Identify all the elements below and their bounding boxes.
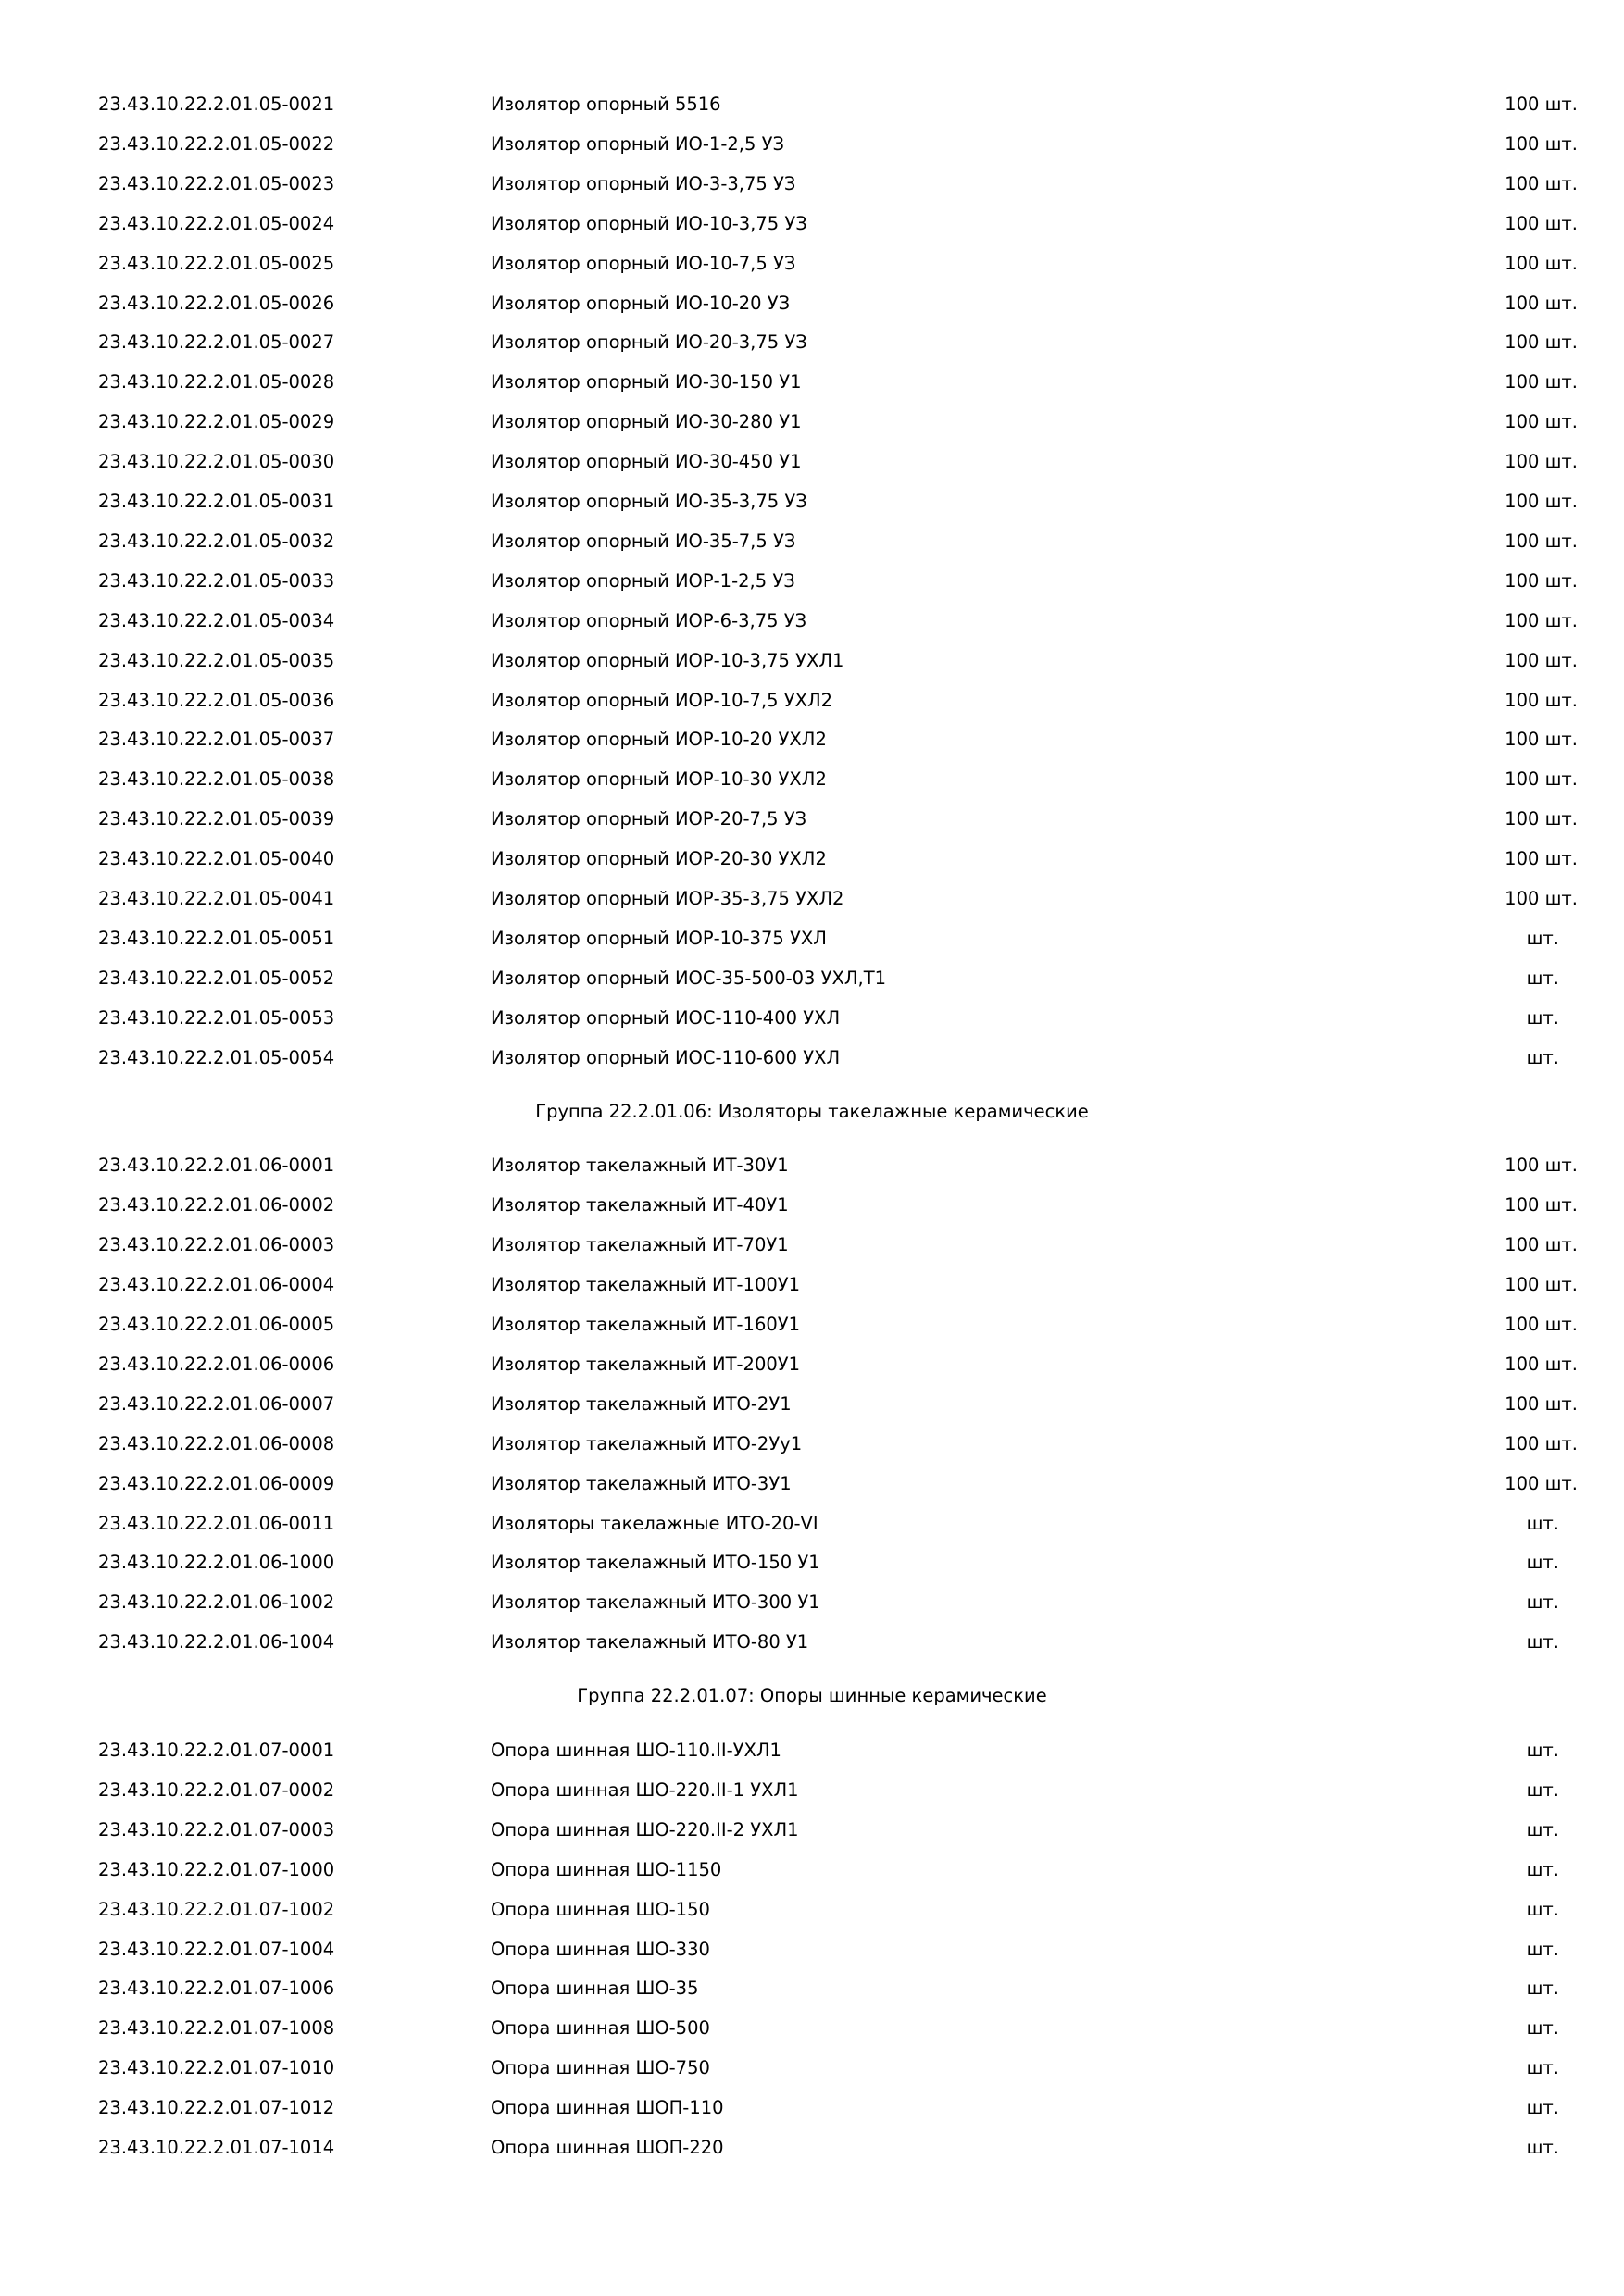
item-code: 23.43.10.22.2.01.07-0003 — [98, 1818, 335, 1841]
item-code: 23.43.10.22.2.01.07-1014 — [98, 2137, 335, 2158]
item-name: Изоляторы такелажные ИТО-20-VI — [491, 1512, 818, 1534]
item-name: Опора шинная ШО-330 — [491, 1938, 710, 1960]
item-name: Изолятор такелажный ИТО-300 У1 — [491, 1591, 820, 1614]
item-name: Опора шинная ШО-1150 — [491, 1858, 722, 1880]
item-unit: шт. — [1526, 2137, 1559, 2158]
item-unit: 100 шт. — [1505, 848, 1578, 870]
item-code: 23.43.10.22.2.01.06-0005 — [98, 1314, 335, 1335]
table-row — [0, 488, 1624, 516]
item-unit: шт. — [1526, 1938, 1559, 1960]
item-code: 23.43.10.22.2.01.07-0002 — [98, 1778, 335, 1801]
item-name: Опора шинная ШОП-220 — [491, 2137, 724, 2158]
item-unit: шт. — [1526, 1740, 1559, 1761]
item-code: 23.43.10.22.2.01.05-0054 — [98, 1046, 335, 1068]
item-unit: 100 шт. — [1505, 252, 1578, 274]
item-code: 23.43.10.22.2.01.05-0025 — [98, 252, 335, 274]
item-code: 23.43.10.22.2.01.05-0030 — [98, 451, 335, 473]
item-name: Изолятор такелажный ИТО-2У1 — [491, 1392, 792, 1415]
item-code: 23.43.10.22.2.01.05-0031 — [98, 491, 335, 512]
item-code: 23.43.10.22.2.01.07-1000 — [98, 1858, 335, 1880]
item-unit: 100 шт. — [1505, 212, 1578, 234]
table-row — [0, 607, 1624, 635]
item-unit: 100 шт. — [1505, 729, 1578, 751]
item-unit: шт. — [1526, 1778, 1559, 1801]
item-name: Опора шинная ШО-220.II-1 УХЛ1 — [491, 1778, 799, 1801]
item-name: Изолятор такелажный ИТ-160У1 — [491, 1314, 801, 1335]
item-name: Изолятор опорный ИО-20-3,75 УЗ — [491, 331, 807, 354]
item-name: Изолятор такелажный ИТ-200У1 — [491, 1353, 801, 1375]
table-row — [0, 805, 1624, 833]
item-name: Изолятор опорный ИОР-6-3,75 УЗ — [491, 609, 807, 631]
table-row — [0, 1470, 1624, 1498]
item-code: 23.43.10.22.2.01.06-0001 — [98, 1154, 335, 1177]
item-unit: шт. — [1526, 2097, 1559, 2119]
item-name: Изолятор опорный ИОС-35-500-03 УХЛ,Т1 — [491, 967, 887, 989]
item-code: 23.43.10.22.2.01.05-0052 — [98, 967, 335, 989]
item-code: 23.43.10.22.2.01.05-0040 — [98, 848, 335, 870]
item-name: Изолятор опорный ИОР-35-3,75 УХЛ2 — [491, 888, 844, 909]
item-name: Изолятор такелажный ИТО-3У1 — [491, 1472, 792, 1494]
item-unit: шт. — [1526, 1631, 1559, 1653]
item-code: 23.43.10.22.2.01.06-0007 — [98, 1392, 335, 1415]
table-row — [0, 170, 1624, 198]
item-code: 23.43.10.22.2.01.05-0029 — [98, 411, 335, 433]
table-row — [0, 91, 1624, 119]
item-unit: 100 шт. — [1505, 808, 1578, 830]
item-name: Изолятор опорный ИОР-20-7,5 УЗ — [491, 808, 807, 830]
item-name: Изолятор опорный ИО-10-7,5 УЗ — [491, 252, 796, 274]
item-code: 23.43.10.22.2.01.05-0024 — [98, 212, 335, 234]
item-unit: шт. — [1526, 1512, 1559, 1534]
item-code: 23.43.10.22.2.01.06-0008 — [98, 1432, 335, 1454]
item-code: 23.43.10.22.2.01.07-0001 — [98, 1740, 335, 1761]
table-row — [0, 2015, 1624, 2042]
item-code: 23.43.10.22.2.01.07-1006 — [98, 1978, 335, 2000]
item-unit: шт. — [1526, 927, 1559, 949]
table-row — [0, 1816, 1624, 1844]
table-row — [0, 647, 1624, 675]
item-name: Опора шинная ШО-150 — [491, 1898, 710, 1920]
table-row — [0, 1231, 1624, 1259]
item-unit: 100 шт. — [1505, 569, 1578, 592]
table-row — [0, 1004, 1624, 1032]
item-name: Изолятор такелажный ИТ-100У1 — [491, 1274, 801, 1296]
table-row — [0, 1549, 1624, 1577]
item-name: Изолятор такелажный ИТ-40У1 — [491, 1194, 789, 1217]
item-name: Изолятор опорный ИО-30-450 У1 — [491, 451, 802, 473]
table-row — [0, 250, 1624, 278]
item-name: Изолятор опорный ИО-35-3,75 УЗ — [491, 491, 807, 512]
item-code: 23.43.10.22.2.01.05-0028 — [98, 371, 335, 393]
table-row — [0, 1271, 1624, 1299]
table-row — [0, 726, 1624, 754]
item-unit: 100 шт. — [1505, 172, 1578, 194]
table-row — [0, 1896, 1624, 1924]
table-row — [0, 1777, 1624, 1804]
item-unit: 100 шт. — [1505, 491, 1578, 512]
table-row — [0, 448, 1624, 476]
item-code: 23.43.10.22.2.01.07-1004 — [98, 1938, 335, 1960]
table-row — [0, 1391, 1624, 1418]
item-name: Изолятор опорный 5516 — [491, 94, 721, 115]
table-row — [0, 1737, 1624, 1765]
table-row — [0, 766, 1624, 793]
item-unit: 100 шт. — [1505, 1274, 1578, 1296]
item-unit: 100 шт. — [1505, 689, 1578, 711]
item-unit: 100 шт. — [1505, 132, 1578, 155]
item-code: 23.43.10.22.2.01.07-1008 — [98, 2017, 335, 2040]
item-code: 23.43.10.22.2.01.06-0006 — [98, 1353, 335, 1375]
item-unit: 100 шт. — [1505, 1234, 1578, 1256]
item-code: 23.43.10.22.2.01.06-0011 — [98, 1512, 335, 1534]
item-name: Изолятор опорный ИО-35-7,5 УЗ — [491, 530, 796, 552]
item-unit: шт. — [1526, 1046, 1559, 1068]
item-code: 23.43.10.22.2.01.05-0041 — [98, 888, 335, 909]
item-unit: шт. — [1526, 1978, 1559, 2000]
table-row — [0, 329, 1624, 356]
item-name: Изолятор опорный ИО-1-2,5 УЗ — [491, 132, 784, 155]
item-name: Опора шинная ШО-750 — [491, 2057, 710, 2079]
item-unit: шт. — [1526, 1898, 1559, 1920]
item-unit: 100 шт. — [1505, 609, 1578, 631]
table-row — [0, 1856, 1624, 1884]
table-row — [0, 1351, 1624, 1379]
item-name: Изолятор такелажный ИТ-70У1 — [491, 1234, 789, 1256]
item-name: Изолятор опорный ИОС-110-600 УХЛ — [491, 1046, 841, 1068]
item-code: 23.43.10.22.2.01.05-0033 — [98, 569, 335, 592]
item-code: 23.43.10.22.2.01.05-0026 — [98, 292, 335, 314]
item-name: Изолятор опорный ИО-10-3,75 УЗ — [491, 212, 807, 234]
table-row — [0, 1430, 1624, 1458]
item-code: 23.43.10.22.2.01.05-0036 — [98, 689, 335, 711]
item-unit: 100 шт. — [1505, 331, 1578, 354]
table-row — [0, 1311, 1624, 1339]
item-name: Изолятор опорный ИОР-10-3,75 УХЛ1 — [491, 649, 844, 671]
item-code: 23.43.10.22.2.01.05-0053 — [98, 1006, 335, 1029]
item-unit: шт. — [1526, 1591, 1559, 1614]
item-code: 23.43.10.22.2.01.05-0038 — [98, 768, 335, 791]
item-unit: 100 шт. — [1505, 1353, 1578, 1375]
table-row — [0, 965, 1624, 992]
table-row — [0, 1510, 1624, 1538]
table-row — [0, 1152, 1624, 1179]
item-unit: шт. — [1526, 2057, 1559, 2079]
item-name: Изолятор опорный ИО-30-280 У1 — [491, 411, 802, 433]
table-row — [0, 2094, 1624, 2122]
item-unit: 100 шт. — [1505, 94, 1578, 115]
item-name: Изолятор опорный ИОР-10-375 УХЛ — [491, 927, 827, 949]
item-unit: шт. — [1526, 1006, 1559, 1029]
table-row — [0, 1589, 1624, 1616]
item-code: 23.43.10.22.2.01.07-1002 — [98, 1898, 335, 1920]
item-code: 23.43.10.22.2.01.06-0003 — [98, 1234, 335, 1256]
item-code: 23.43.10.22.2.01.05-0032 — [98, 530, 335, 552]
item-unit: 100 шт. — [1505, 768, 1578, 791]
item-unit: шт. — [1526, 1858, 1559, 1880]
item-name: Изолятор такелажный ИТО-2Уу1 — [491, 1432, 803, 1454]
item-name: Изолятор такелажный ИТ-30У1 — [491, 1154, 789, 1177]
item-unit: 100 шт. — [1505, 292, 1578, 314]
item-code: 23.43.10.22.2.01.06-1002 — [98, 1591, 335, 1614]
item-unit: 100 шт. — [1505, 1432, 1578, 1454]
item-unit: 100 шт. — [1505, 371, 1578, 393]
item-name: Изолятор такелажный ИТО-80 У1 — [491, 1631, 809, 1653]
item-name: Изолятор опорный ИО-3-3,75 УЗ — [491, 172, 796, 194]
table-row — [0, 885, 1624, 913]
item-code: 23.43.10.22.2.01.06-1000 — [98, 1552, 335, 1574]
item-unit: шт. — [1526, 1552, 1559, 1574]
item-name: Изолятор такелажный ИТО-150 У1 — [491, 1552, 820, 1574]
item-code: 23.43.10.22.2.01.05-0022 — [98, 132, 335, 155]
table-row — [0, 408, 1624, 436]
item-unit: 100 шт. — [1505, 530, 1578, 552]
item-unit: 100 шт. — [1505, 649, 1578, 671]
item-unit: шт. — [1526, 1818, 1559, 1841]
table-row — [0, 528, 1624, 555]
item-code: 23.43.10.22.2.01.06-0009 — [98, 1472, 335, 1494]
group-heading: Группа 22.2.01.06: Изоляторы такелажные керамические — [535, 1100, 1089, 1122]
item-code: 23.43.10.22.2.01.05-0051 — [98, 927, 335, 949]
table-row — [0, 1936, 1624, 1964]
table-row — [0, 1975, 1624, 2003]
table-row — [0, 210, 1624, 238]
item-unit: 100 шт. — [1505, 1154, 1578, 1177]
item-name: Изолятор опорный ИО-10-20 УЗ — [491, 292, 791, 314]
item-unit: 100 шт. — [1505, 1472, 1578, 1494]
table-row — [0, 687, 1624, 715]
item-name: Опора шинная ШОП-110 — [491, 2097, 724, 2119]
item-name: Изолятор опорный ИОР-10-7,5 УХЛ2 — [491, 689, 833, 711]
table-row — [0, 1044, 1624, 1072]
item-code: 23.43.10.22.2.01.07-1012 — [98, 2097, 335, 2119]
item-code: 23.43.10.22.2.01.05-0039 — [98, 808, 335, 830]
item-unit: 100 шт. — [1505, 1392, 1578, 1415]
item-code: 23.43.10.22.2.01.05-0034 — [98, 609, 335, 631]
item-unit: шт. — [1526, 2017, 1559, 2040]
item-unit: 100 шт. — [1505, 1314, 1578, 1335]
item-name: Опора шинная ШО-35 — [491, 1978, 699, 2000]
item-name: Изолятор опорный ИОС-110-400 УХЛ — [491, 1006, 841, 1029]
item-unit: 100 шт. — [1505, 888, 1578, 909]
table-row — [0, 1628, 1624, 1656]
item-code: 23.43.10.22.2.01.05-0027 — [98, 331, 335, 354]
item-code: 23.43.10.22.2.01.05-0023 — [98, 172, 335, 194]
item-code: 23.43.10.22.2.01.06-0004 — [98, 1274, 335, 1296]
item-name: Изолятор опорный ИО-30-150 У1 — [491, 371, 802, 393]
item-code: 23.43.10.22.2.01.05-0035 — [98, 649, 335, 671]
item-unit: шт. — [1526, 967, 1559, 989]
table-row — [0, 1192, 1624, 1219]
table-row — [0, 131, 1624, 158]
table-row — [0, 845, 1624, 873]
group-heading: Группа 22.2.01.07: Опоры шинные керамические — [577, 1685, 1047, 1707]
item-unit: 100 шт. — [1505, 451, 1578, 473]
table-row — [0, 368, 1624, 396]
item-name: Опора шинная ШО-110.II-УХЛ1 — [491, 1740, 781, 1761]
item-code: 23.43.10.22.2.01.05-0037 — [98, 729, 335, 751]
item-code: 23.43.10.22.2.01.07-1010 — [98, 2057, 335, 2079]
item-name: Изолятор опорный ИОР-10-20 УХЛ2 — [491, 729, 827, 751]
item-name: Изолятор опорный ИОР-10-30 УХЛ2 — [491, 768, 827, 791]
table-row — [0, 2134, 1624, 2162]
item-name: Опора шинная ШО-500 — [491, 2017, 710, 2040]
item-code: 23.43.10.22.2.01.06-0002 — [98, 1194, 335, 1217]
item-unit: 100 шт. — [1505, 411, 1578, 433]
item-code: 23.43.10.22.2.01.06-1004 — [98, 1631, 335, 1653]
table-row — [0, 568, 1624, 595]
item-unit: 100 шт. — [1505, 1194, 1578, 1217]
item-code: 23.43.10.22.2.01.05-0021 — [98, 94, 335, 115]
table-row — [0, 2054, 1624, 2082]
item-name: Изолятор опорный ИОР-1-2,5 УЗ — [491, 569, 795, 592]
table-row — [0, 290, 1624, 318]
table-row — [0, 925, 1624, 953]
item-name: Опора шинная ШО-220.II-2 УХЛ1 — [491, 1818, 799, 1841]
item-name: Изолятор опорный ИОР-20-30 УХЛ2 — [491, 848, 827, 870]
